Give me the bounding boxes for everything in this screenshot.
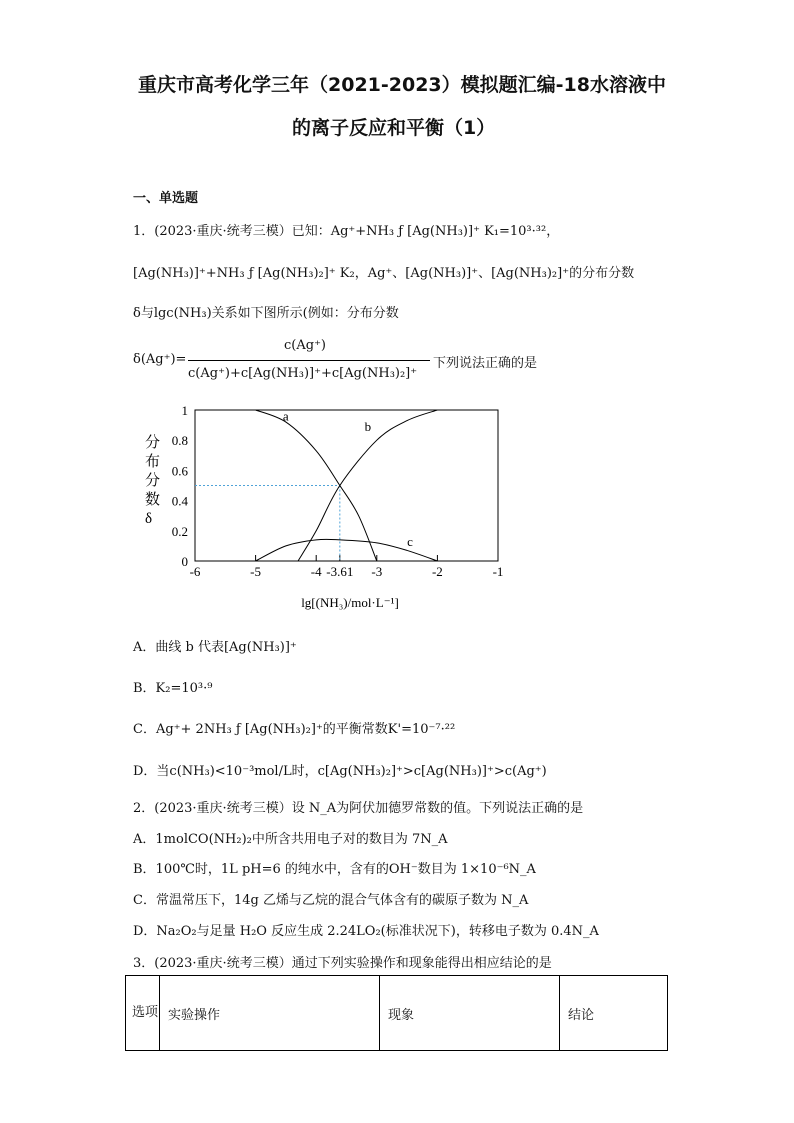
curve-label-a: a	[282, 408, 289, 424]
q2-option-a: A．1molCO(NH₂)₂中所含共用电子对的数目为 7N_A	[133, 832, 448, 847]
x-tick-label: -6	[189, 564, 201, 579]
y-tick-labels	[172, 403, 189, 569]
q1-option-d: D．当c(NH₃)<10⁻³mol/L时，c[Ag(NH₃)₂]⁺>c[Ag(NH₃)]⁺>c(Ag⁺)	[133, 764, 547, 779]
y-axis-label-char: 分	[145, 473, 161, 489]
table-row	[126, 976, 668, 1051]
y-tick-label: 0.6	[171, 463, 188, 479]
q1-option-a: A．曲线 b 代表[Ag(NH₃)]⁺	[133, 640, 297, 655]
q1-stem-line2: [Ag(NH₃)]⁺+NH₃ ƒ [Ag(NH₃)₂]⁺ K₂，Ag⁺、[Ag(NH₃)]⁺、[Ag(NH₃)₂]⁺的分布分数	[133, 266, 635, 281]
q2-option-b: B．100℃时，1L pH=6 的纯水中，含有的OH⁻数目为 1×10⁻⁶N_A	[133, 862, 536, 877]
x-tick-label: -1	[492, 564, 504, 579]
table-header-option: 选项	[126, 976, 160, 1051]
y-axis-label-char: 数	[145, 492, 161, 508]
formula-fraction-bar	[188, 360, 430, 361]
q2-stem: 2．(2023·重庆·统考三模）设 N_A为阿伏加德罗常数的值。下列说法正确的是	[133, 801, 584, 816]
x-tick-labels	[190, 555, 504, 579]
y-tick-label: 0.2	[171, 523, 188, 539]
q3-stem: 3．(2023·重庆·统考三模）通过下列实验操作和现象能得出相应结论的是	[133, 956, 552, 971]
q1-stem-line3: δ与lgc(NH₃)关系如下图所示(例如：分布分数	[133, 306, 399, 321]
formula-tail: 下列说法正确的是	[433, 356, 538, 371]
x-tick-label: -2	[431, 564, 443, 579]
curve-label-b: b	[364, 419, 372, 435]
q1-option-c: C．Ag⁺+ 2NH₃ ƒ [Ag(NH₃)₂]⁺的平衡常数K'=10⁻⁷·²²	[133, 722, 456, 737]
y-axis-label-char: 分	[145, 435, 161, 451]
q1-stem-line1: 1．(2023·重庆·统考三模）已知：Ag⁺+NH₃ ƒ [Ag(NH₃)]⁺ K₁=10³·³²，	[133, 224, 560, 239]
q1-option-b: B．K₂=10³·⁹	[133, 681, 213, 696]
distribution-chart	[130, 395, 530, 625]
y-tick-label: 0	[181, 554, 188, 569]
x-tick-label: -5	[250, 564, 262, 579]
section-heading: 一、单选题	[133, 191, 199, 206]
y-tick-label: 0.8	[171, 433, 188, 449]
y-axis-label	[145, 434, 160, 527]
q2-option-d: D．Na₂O₂与足量 H₂O 反应生成 2.24LO₂(标准状况下)，转移电子数为 0.4N_A	[133, 924, 599, 939]
q3-table	[125, 975, 668, 1051]
x-tick-label: -3.61	[326, 564, 354, 579]
table-header-conclusion: 结论	[560, 976, 668, 1051]
x-tick-label: -3	[371, 564, 383, 579]
x-axis-label: lg[(NH₃)/mol·L⁻¹]	[301, 595, 399, 610]
formula-numerator: c(Ag⁺)	[284, 338, 326, 353]
q2-option-c: C．常温常压下，14g 乙烯与乙烷的混合气体含有的碳原子数为 N_A	[133, 893, 529, 908]
table-header-phenomenon: 现象	[380, 976, 560, 1051]
curve-label-c: c	[407, 533, 413, 549]
y-tick-label: 1	[181, 403, 188, 418]
y-axis-label-char: δ	[145, 511, 153, 527]
table-header-operation: 实验操作	[160, 976, 380, 1051]
doc-title-line1: 重庆市高考化学三年（2021-2023）模拟题汇编-18水溶液中	[138, 74, 666, 96]
doc-title-line2: 的离子反应和平衡（1）	[292, 117, 496, 139]
curve-labels	[283, 409, 413, 549]
y-tick-label: 0.4	[171, 493, 188, 509]
formula-lhs: δ(Ag⁺)=	[133, 352, 187, 367]
x-tick-label: -4	[310, 564, 322, 579]
y-axis-label-char: 布	[145, 454, 161, 470]
formula-denominator: c(Ag⁺)+c[Ag(NH₃)]⁺+c[Ag(NH₃)₂]⁺	[188, 366, 418, 381]
annotations	[195, 486, 340, 562]
